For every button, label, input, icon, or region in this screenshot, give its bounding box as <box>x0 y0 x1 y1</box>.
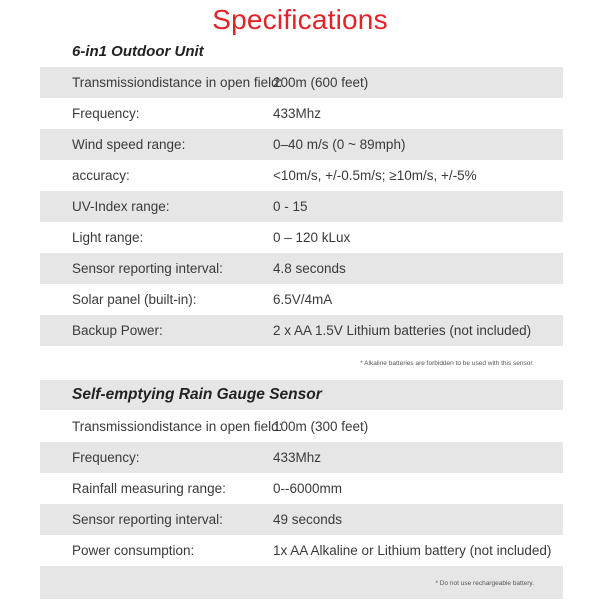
spec-value: <10m/s, +/-0.5m/s; ≥10m/s, +/-5% <box>273 168 477 183</box>
spec-row <box>40 535 563 566</box>
spec-row <box>40 67 563 98</box>
spec-row <box>40 504 563 535</box>
spec-value: 0 - 15 <box>273 199 308 214</box>
spec-label: Transmissiondistance in open field: <box>72 419 283 434</box>
spec-row <box>40 284 563 315</box>
spec-row <box>40 411 563 442</box>
spec-value: 2 x AA 1.5V Lithium batteries (not included) <box>273 323 532 338</box>
spec-value: 4.8 seconds <box>273 261 346 276</box>
spec-row <box>40 191 563 222</box>
spec-label: Frequency: <box>72 450 140 465</box>
page-title: Specifications <box>212 4 388 35</box>
spec-label: UV-Index range: <box>72 199 170 214</box>
spec-label: Rainfall measuring range: <box>72 481 226 496</box>
spec-value: 0--6000mm <box>273 481 343 496</box>
spec-label: Sensor reporting interval: <box>72 261 223 276</box>
spec-row <box>40 160 563 191</box>
spec-label: Transmissiondistance in open field: <box>72 75 283 90</box>
spec-label: Wind speed range: <box>72 137 186 152</box>
spec-label: Solar panel (built-in): <box>72 292 197 307</box>
outdoor-unit-spec-table <box>40 67 563 346</box>
spec-row <box>40 442 563 473</box>
section-heading-rain-gauge: Self-emptying Rain Gauge Sensor <box>72 386 322 403</box>
spec-value: 0 – 120 kLux <box>273 230 351 245</box>
spec-label: Frequency: <box>72 106 140 121</box>
spec-row <box>40 253 563 284</box>
spec-value: 1x AA Alkaline or Lithium battery (not included) <box>273 543 552 558</box>
rain-gauge-footnote: * Do not use rechargeable battery. <box>435 580 534 587</box>
spec-value: 6.5V/4mA <box>273 292 333 307</box>
spec-label: accuracy: <box>72 168 130 183</box>
spec-row <box>40 222 563 253</box>
spec-row <box>40 129 563 160</box>
spec-value: 49 seconds <box>273 512 343 527</box>
spec-row <box>40 473 563 504</box>
outdoor-unit-footnote: * Alkaline batteries are forbidden to be used with this sensor. <box>360 360 534 367</box>
spec-value: 0–40 m/s (0 ~ 89mph) <box>273 137 406 152</box>
spec-value: 200m (600 feet) <box>273 75 369 90</box>
spec-value: 433Mhz <box>273 106 322 121</box>
spec-label: Backup Power: <box>72 323 163 338</box>
spec-label: Light range: <box>72 230 144 245</box>
spec-value: 433Mhz <box>273 450 322 465</box>
spec-label: Sensor reporting interval: <box>72 512 223 527</box>
section-heading-outdoor-unit: 6-in1 Outdoor Unit <box>72 43 204 60</box>
spec-label: Power consumption: <box>72 543 195 558</box>
spec-value: 100m (300 feet) <box>273 419 369 434</box>
spec-row <box>40 315 563 346</box>
spec-row <box>40 98 563 129</box>
rain-gauge-spec-table <box>40 411 563 566</box>
